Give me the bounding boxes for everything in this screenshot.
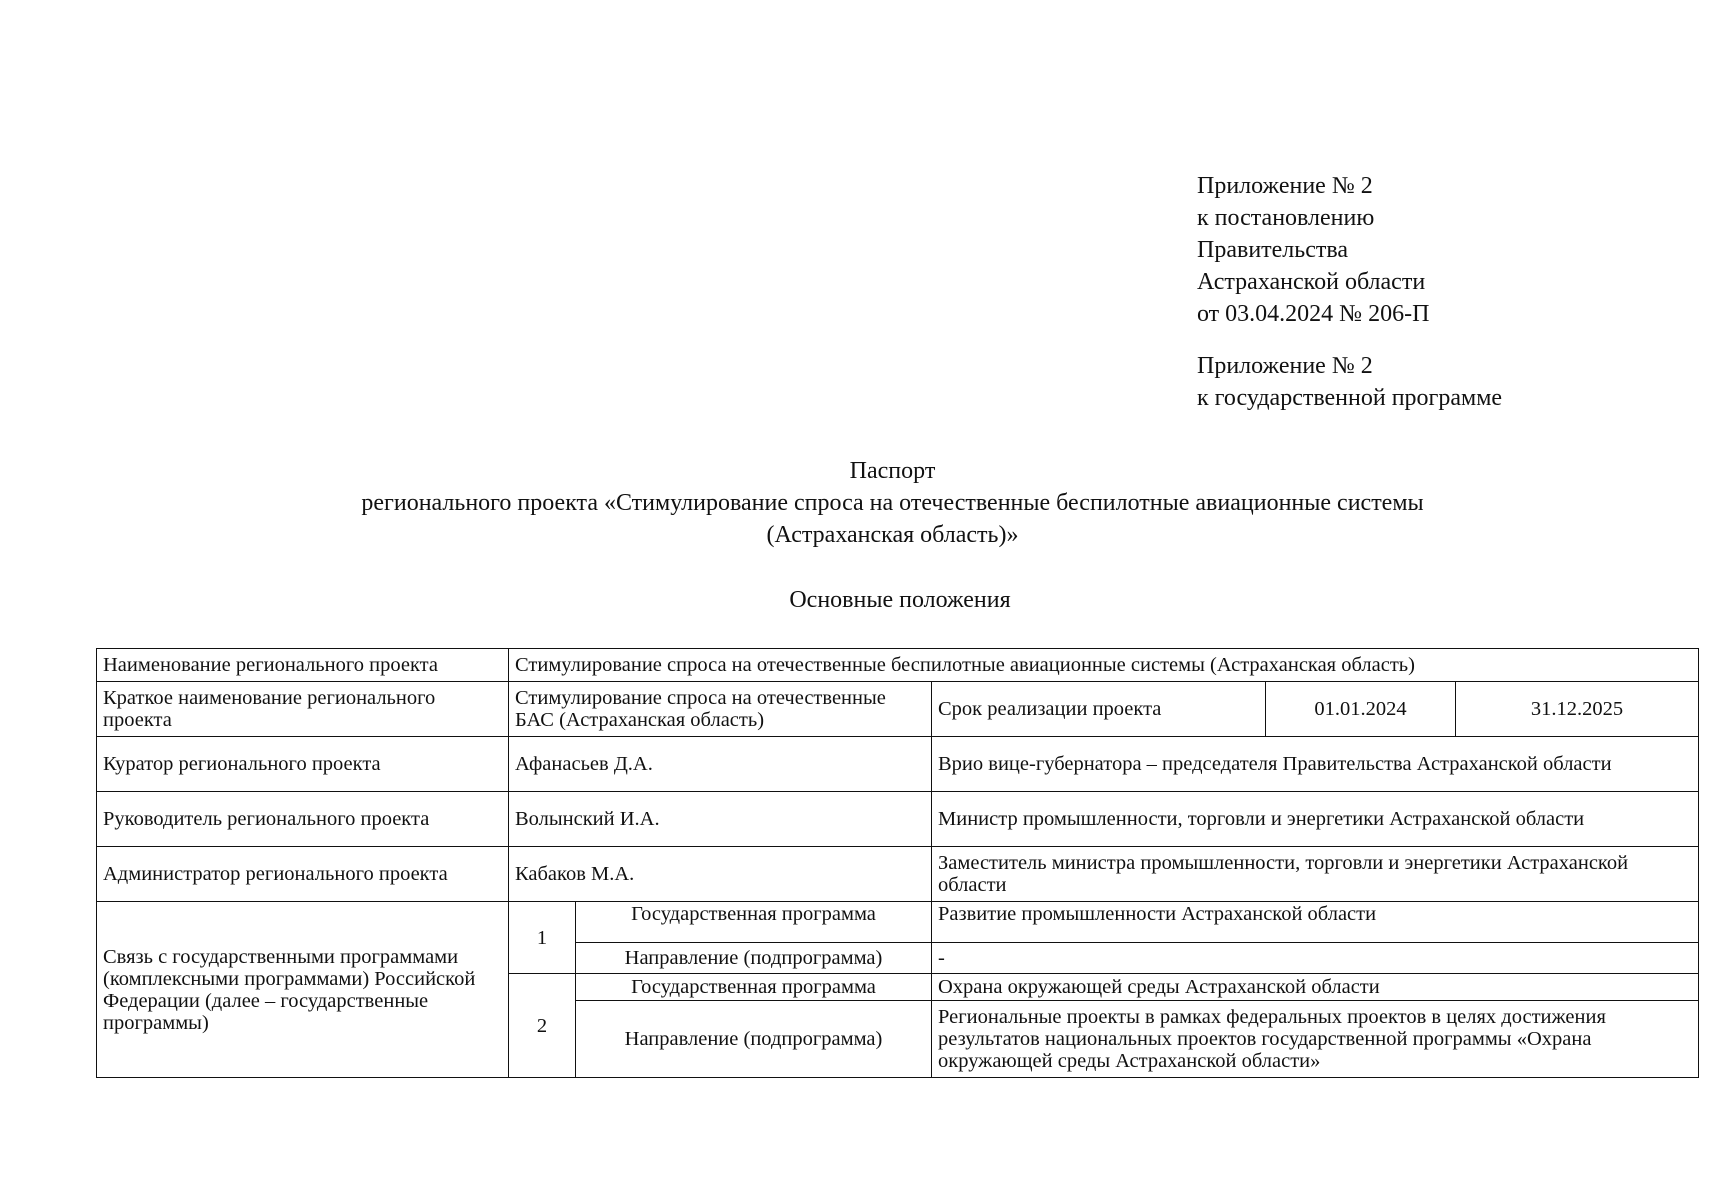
title-line-2: регионального проекта «Стимулирование спроса на отечественные беспилотные авиационные системы xyxy=(361,490,1424,516)
stamp-line: от 03.04.2024 № 206-П xyxy=(1197,301,1430,327)
direction-label: Направление (подпрограмма) xyxy=(576,1001,932,1078)
row-label: Краткое наименование регионального проекта xyxy=(97,682,509,737)
curator-position: Врио вице-губернатора – председателя Правительства Астраханской области xyxy=(932,737,1699,792)
head-name: Волынский И.А. xyxy=(509,792,932,847)
section-title: Основные положения xyxy=(789,587,1011,613)
stamp-line: к государственной программе xyxy=(1197,385,1503,411)
passport-table xyxy=(96,648,1699,1078)
direction-value: - xyxy=(932,943,1699,974)
program-number: 1 xyxy=(509,902,576,974)
short-name-value: Стимулирование спроса на отечественные БАС (Астраханская область) xyxy=(509,682,932,737)
row-label: Руководитель регионального проекта xyxy=(97,792,509,847)
project-name-value: Стимулирование спроса на отечественные беспилотные авиационные системы (Астраханская область) xyxy=(509,649,1699,682)
stamp-line: к постановлению xyxy=(1197,205,1375,231)
program-link-label: Связь с государственными программами (комплексными программами) Российской Федерации (далее – государственные программы) xyxy=(97,902,509,1078)
row-label: Куратор регионального проекта xyxy=(97,737,509,792)
table-row xyxy=(97,902,1699,943)
admin-position: Заместитель министра промышленности, торговли и энергетики Астраханской области xyxy=(932,847,1699,902)
admin-name: Кабаков М.А. xyxy=(509,847,932,902)
direction-value: Региональные проекты в рамках федеральных проектов в целях достижения результатов национальных проектов государственной программы «Охрана окружающей среды Астраханской области» xyxy=(932,1001,1699,1078)
program-value: Развитие промышленности Астраханской области xyxy=(932,902,1699,943)
approval-stamp xyxy=(1197,170,1502,414)
stamp-line: Приложение № 2 xyxy=(1197,353,1373,379)
term-label: Срок реализации проекта xyxy=(932,682,1266,737)
curator-name: Афанасьев Д.А. xyxy=(509,737,932,792)
table-row xyxy=(97,847,1699,902)
table-row xyxy=(97,682,1699,737)
stamp-gap xyxy=(1197,330,1502,350)
table-row xyxy=(97,649,1699,682)
stamp-line: Приложение № 2 xyxy=(1197,173,1373,199)
row-label: Наименование регионального проекта xyxy=(97,649,509,682)
title-line-1: Паспорт xyxy=(849,458,936,484)
program-label: Государственная программа xyxy=(576,902,932,943)
table-row xyxy=(97,737,1699,792)
term-start-date: 01.01.2024 xyxy=(1266,682,1456,737)
program-label: Государственная программа xyxy=(576,974,932,1001)
stamp-line: Правительства xyxy=(1197,237,1349,263)
head-position: Министр промышленности, торговли и энергетики Астраханской области xyxy=(932,792,1699,847)
document-title xyxy=(0,455,1715,551)
program-value: Охрана окружающей среды Астраханской области xyxy=(932,974,1699,1001)
row-label: Администратор регионального проекта xyxy=(97,847,509,902)
table-row xyxy=(97,792,1699,847)
program-number: 2 xyxy=(509,974,576,1078)
stamp-line: Астраханской области xyxy=(1197,269,1426,295)
term-end-date: 31.12.2025 xyxy=(1456,682,1699,737)
direction-label: Направление (подпрограмма) xyxy=(576,943,932,974)
title-line-3: (Астраханская область)» xyxy=(766,522,1019,548)
